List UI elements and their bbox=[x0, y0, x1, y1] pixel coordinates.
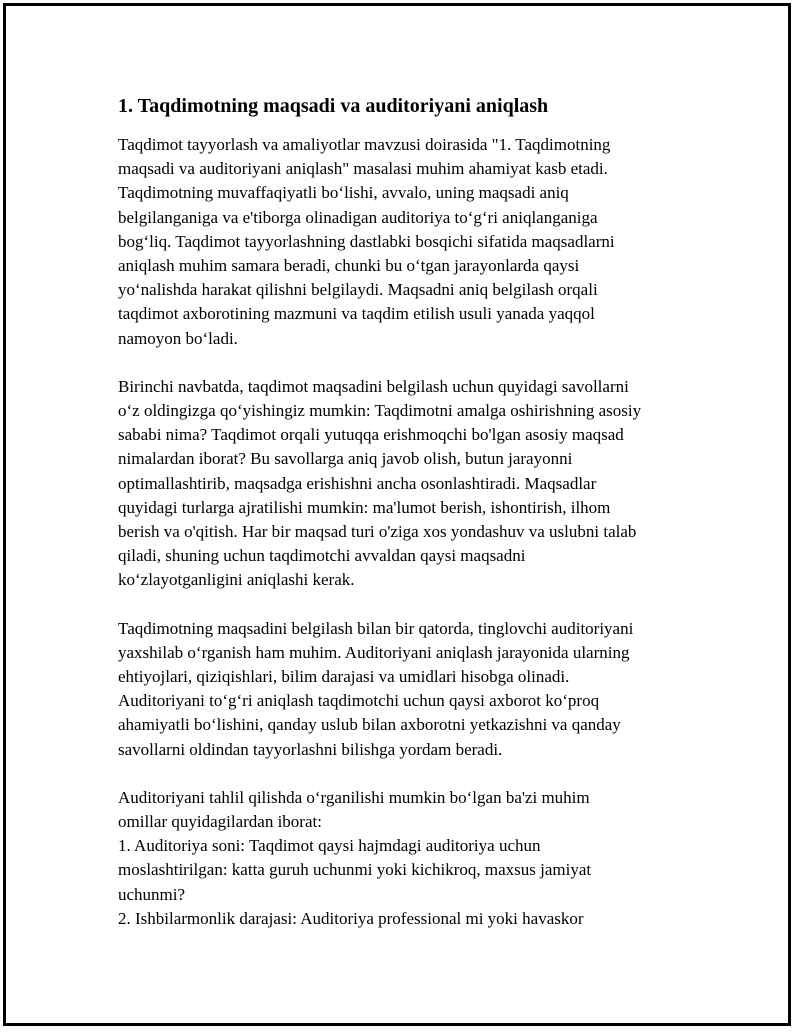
paragraph-intro bbox=[118, 133, 698, 351]
paragraph-audience bbox=[118, 617, 698, 762]
text-line: bogʻliq. Taqdimot tayyorlashning dastlabki bosqichi sifatida maqsadlarni bbox=[118, 231, 615, 251]
text-line: quyidagi turlarga ajratilishi mumkin: ma'lumot berish, ishontirish, ilhom bbox=[118, 497, 611, 517]
text-line: ahamiyatli boʻlishini, qanday uslub bilan axborotni yetkazishni va qanday bbox=[118, 715, 621, 735]
text-line: qiladi, shuning uchun taqdimotchi avvaldan qaysi maqsadni bbox=[118, 546, 526, 566]
text-line: namoyon boʻladi. bbox=[118, 328, 238, 348]
text-line: ehtiyojlari, qiziqishlari, bilim darajasi va umidlari hisobga olinadi. bbox=[118, 667, 570, 687]
text-line: Taqdimot tayyorlash va amaliyotlar mavzusi doirasida "1. Taqdimotning bbox=[118, 135, 611, 154]
section-heading: 1. Taqdimotning maqsadi va auditoriyani aniqlash bbox=[118, 95, 549, 117]
text-line: nimalardan iborat? Bu savollarga aniq javob olish, butun jarayonni bbox=[118, 449, 573, 469]
text-line: koʻzlayotganligini aniqlashi kerak. bbox=[118, 570, 355, 590]
text-line: Birinchi navbatda, taqdimot maqsadini belgilash uchun quyidagi savollarni bbox=[118, 376, 629, 396]
document-body bbox=[118, 92, 698, 955]
text-line: yoʻnalishda harakat qilishni belgilaydi. Maqsadni aniq belgilash orqali bbox=[118, 280, 598, 300]
text-line: taqdimot axborotining mazmuni va taqdim etilish usuli yanada yaqqol bbox=[118, 304, 595, 324]
text-line: omillar quyidagilardan iborat: bbox=[118, 812, 322, 832]
text-line: oʻz oldingizga qoʻyishingiz mumkin: Taqdimotni amalga oshirishning asosiy bbox=[118, 401, 642, 421]
text-line: Taqdimotning maqsadini belgilash bilan bir qatorda, tinglovchi auditoriyani bbox=[118, 618, 634, 638]
text-line: moslashtirilgan: katta guruh uchunmi yoki kichikroq, maxsus jamiyat bbox=[118, 860, 592, 880]
text-line: uchunmi? bbox=[118, 884, 186, 904]
text-line: optimallashtirib, maqsadga erishishni ancha osonlashtiradi. Maqsadlar bbox=[118, 473, 597, 493]
text-line: sababi nima? Taqdimot orqali yutuqqa erishmoqchi bo'lgan asosiy maqsad bbox=[118, 425, 624, 445]
list-item: 2. Ishbilarmonlik darajasi: Auditoriya professional mi yoki havaskor bbox=[118, 908, 584, 928]
text-line: aniqlash muhim samara beradi, chunki bu oʻtgan jarayonlarda qaysi bbox=[118, 256, 580, 276]
text-line: belgilanganiga va e'tiborga olinadigan auditoriya toʻgʻri aniqlanganiga bbox=[118, 207, 598, 227]
text-line: Auditoriyani tahlil qilishda oʻrganilishi mumkin boʻlgan ba'zi muhim bbox=[118, 787, 590, 807]
text-line: berish va o'qitish. Har bir maqsad turi o'ziga xos yondashuv va uslubni talab bbox=[118, 522, 637, 542]
list-item: 1. Auditoriya soni: Taqdimot qaysi hajmdagi auditoriya uchun bbox=[118, 836, 541, 856]
text-line: yaxshilab oʻrganish ham muhim. Auditoriyani aniqlash jarayonida ularning bbox=[118, 642, 630, 662]
text-line: Taqdimotning muvaffaqiyatli boʻlishi, avvalo, uning maqsadi aniq bbox=[118, 183, 569, 203]
text-line: savollarni oldindan tayyorlashni bilishga yordam beradi. bbox=[118, 739, 503, 759]
paragraph-goals bbox=[118, 375, 698, 593]
paragraph-factors bbox=[118, 786, 698, 931]
text-line: maqsadi va auditoriyani aniqlash" masalasi muhim ahamiyat kasb etadi. bbox=[118, 159, 608, 179]
text-line: Auditoriyani toʻgʻri aniqlash taqdimotchi uchun qaysi axborot koʻproq bbox=[118, 691, 600, 711]
